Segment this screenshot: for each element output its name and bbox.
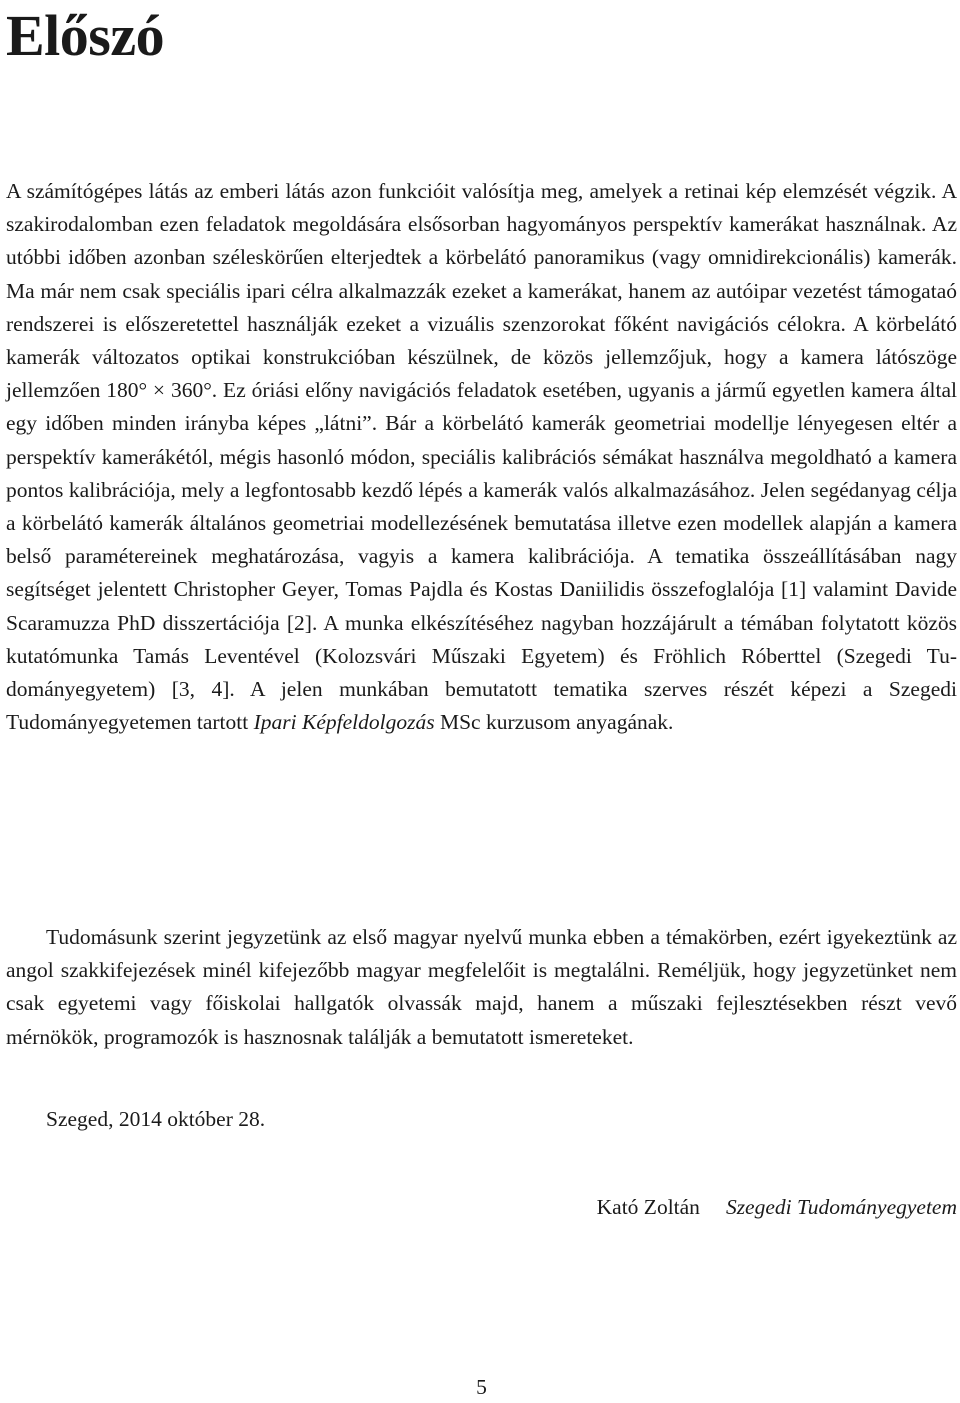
paragraph-intro-ending: MSc kurzusom anyagának. — [439, 710, 674, 735]
chapter-title: Előszó — [6, 3, 165, 68]
signature — [597, 1191, 957, 1224]
paragraph-intro — [6, 175, 957, 739]
paragraph-terminology: Tudomásunk szerint jegyzetünk az első magyar nyelvű munka ebben a témakörben, ezért igyekeztünk az angol szakkifejezések minél kifejezőbb magyar megfelelőit is megtalálni. Reméljük, hogy jegyzetünket nem csak egyetemi vagy főiskolai hallgatók olvassák majd, hanem a műszaki fejlesztésekben részt vevő mérnökök, programozók is hasznosnak találják a bemutatott ismereteket. — [6, 925, 957, 1049]
paragraph-intro-text: A számítógépes látás az emberi látás azon funkcióit valósítja meg, amelyek a retinai kép elemzését végzik. A szakirodalomban ezen feladatok megoldására elsősorban hagyományos perspektív kamerákat használnak. Az utóbbi időben azonban széleskörűen elterjedtek a körbelátó panoramikus (vagy omnidirekcionális) kamerák. Ma már nem csak speciális ipari célra alkalmazzák ezeket a kamerákat, hanem az autóipar vezetést támogataó rendszerei is előszeretettel használják ezeket a vizuális szenzorokat főként navigációs célokra. A körbelátó kamerák változatos optikai konstrukcióban készülnek, de közös jellemzőjuk, hogy a kamera látószöge jellemzően 180° × 360°. Ez óriási előny navigációs feladatok esetében, ugyanis a jármű egyetlen kamera által egy időben minden irányba képes „látni”. Bár a körbelátó kamerák geometriai modellje lényegesen eltér a perspektív kamerákétól, mégis hasonló módon, speciális kalibrációs sémákat használva megoldható a kamera pontos kalibrációja, mely a legfontosabb kezdő lépés a kamerák valós alkalmazásához. Jelen segédanyag célja a körbelátó kamerák általános geometriai modellezésének bemutatása illetve ezen modellek alapján a kamera belső paramétereinek meghatározása, vagyis a kamera kalibrációja. A tematika összeállításában nagy segítséget jelentett Christopher Geyer, Tomas Pajdla és Kostas Daniilidis összefoglalója [1] valamint Davide Scaramuzza PhD disszertációja [2]. A munka elkészítéséhez nagyban hozzájárult a témában folytatott közös kutatómunka Tamás Leventével (Kolozsvári Műszaki Egyetem) és Fröhlich Róberttel (Szegedi Tudományegyetem) [3, 4]. A jelen munkában bemutatott tematika szerves részét képezi a Szegedi Tudományegyetemen tartott — [6, 179, 957, 735]
author-name: Kató Zoltán — [596, 1195, 700, 1219]
course-name: Ipari Képfeldolgozás — [253, 710, 435, 735]
author-affiliation: Szegedi Tudományegyetem — [725, 1195, 957, 1219]
page-number: 5 — [476, 1375, 487, 1399]
place-date: Szeged, 2014 október 28. — [46, 1107, 266, 1131]
